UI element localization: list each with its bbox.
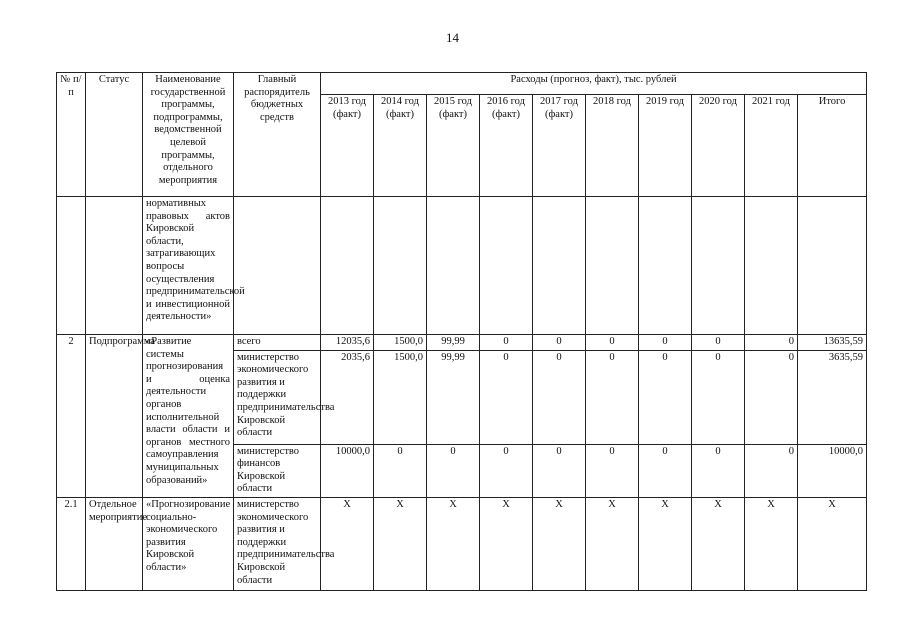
value-cell: 2035,6	[321, 350, 374, 444]
header-year: Итого	[798, 95, 867, 197]
value-cell: Х	[374, 497, 427, 590]
header-year: 2013 год (факт)	[321, 95, 374, 197]
value-cell: Х	[692, 497, 745, 590]
value-cell: 0	[586, 350, 639, 444]
value-cell: 0	[745, 335, 798, 351]
value-cell: 10000,0	[321, 444, 374, 497]
header-expenses: Расходы (прогноз, факт), тыс. рублей	[321, 73, 867, 95]
row2-total	[57, 335, 867, 351]
header-year: 2021 год	[745, 95, 798, 197]
row21-distributor: министерство экономического развития и поддержки предпринимательства Кировской области	[234, 497, 321, 590]
value-cell: 0	[374, 444, 427, 497]
row21-status: Отдельное мероприятие	[86, 497, 143, 590]
header-year: 2020 год	[692, 95, 745, 197]
value-cell: 12035,6	[321, 335, 374, 351]
value-cell: 0	[586, 444, 639, 497]
row21-num: 2.1	[57, 497, 86, 590]
value-cell: 0	[586, 335, 639, 351]
value-cell: 0	[639, 350, 692, 444]
value-cell: Х	[798, 497, 867, 590]
value-cell: 0	[745, 444, 798, 497]
value-cell: Х	[427, 497, 480, 590]
row2-num: 2	[57, 335, 86, 498]
row21-name: «Прогнозирование социально-экономического развития Кировской области»	[143, 497, 234, 590]
row21	[57, 497, 867, 590]
value-cell: 0	[692, 350, 745, 444]
value-cell: 10000,0	[798, 444, 867, 497]
header-num: № п/п	[57, 73, 86, 197]
value-cell: Х	[480, 497, 533, 590]
value-cell: 0	[745, 350, 798, 444]
row2-status: Подпрограмма	[86, 335, 143, 498]
value-cell: 0	[480, 444, 533, 497]
value-cell: 3635,59	[798, 350, 867, 444]
row2-distributor: министерство финансов Кировской области	[234, 444, 321, 497]
value-cell: Х	[745, 497, 798, 590]
row2-distributor: всего	[234, 335, 321, 351]
value-cell: 0	[639, 335, 692, 351]
header-year: 2014 год (факт)	[374, 95, 427, 197]
value-cell: 1500,0	[374, 335, 427, 351]
header-year: 2017 год (факт)	[533, 95, 586, 197]
value-cell: 0	[692, 335, 745, 351]
row2-name: «Развитие системы прогнозирования и оценка деятельности органов исполнительной власти области и органов местного самоуправления муниципальных образований»	[143, 335, 234, 498]
value-cell: 0	[533, 350, 586, 444]
header-row-1	[57, 73, 867, 95]
page-number: 14	[446, 30, 459, 45]
header-distributor: Главный распорядитель бюджетных средств	[234, 73, 321, 197]
value-cell: Х	[639, 497, 692, 590]
value-cell: Х	[586, 497, 639, 590]
header-year: 2019 год	[639, 95, 692, 197]
row2-distributor: министерство экономического развития и поддержки предпринимательства Кировской области	[234, 350, 321, 444]
value-cell: 1500,0	[374, 350, 427, 444]
expenses-table	[56, 72, 867, 591]
value-cell: 0	[533, 335, 586, 351]
header-name: Наименование государственной программы, подпрограммы, ведомственной целевой программы, отдельного мероприятия	[143, 73, 234, 197]
value-cell: 0	[533, 444, 586, 497]
header-year: 2015 год (факт)	[427, 95, 480, 197]
value-cell: 0	[480, 335, 533, 351]
value-cell: 0	[692, 444, 745, 497]
value-cell: Х	[321, 497, 374, 590]
value-cell: 0	[639, 444, 692, 497]
header-year: 2016 год (факт)	[480, 95, 533, 197]
value-cell: 99,99	[427, 350, 480, 444]
header-year: 2018 год	[586, 95, 639, 197]
header-status: Статус	[86, 73, 143, 197]
value-cell: 13635,59	[798, 335, 867, 351]
value-cell: 0	[480, 350, 533, 444]
value-cell: 99,99	[427, 335, 480, 351]
continuation-name: нормативных правовых актов Кировской области, затрагивающих вопросы осуществления предпринимательской и инвестиционной деятельности»	[143, 197, 234, 335]
value-cell: Х	[533, 497, 586, 590]
value-cell: 0	[427, 444, 480, 497]
continuation-row	[57, 197, 867, 335]
